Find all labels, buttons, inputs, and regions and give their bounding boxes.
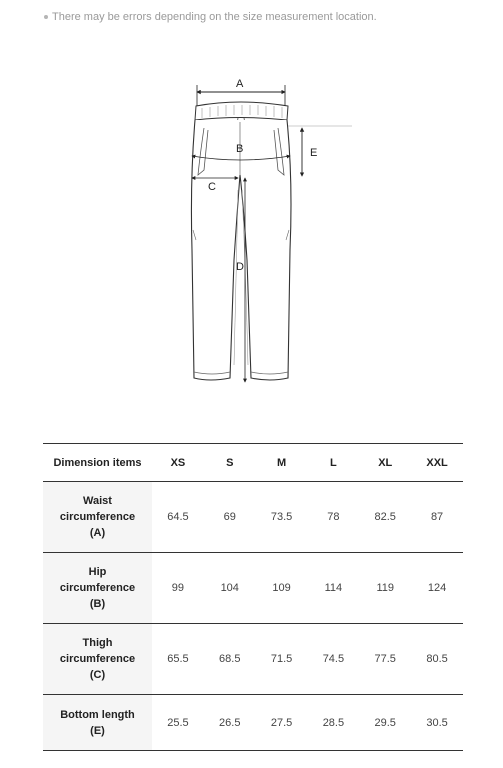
table-cell: 27.5 <box>256 695 308 751</box>
table-cell: 77.5 <box>359 624 411 695</box>
header-size-s: S <box>204 444 256 482</box>
table-cell: 99 <box>152 553 204 624</box>
table-cell: 74.5 <box>307 624 359 695</box>
table-cell: 73.5 <box>256 482 308 553</box>
header-dimension-items: Dimension items <box>43 444 152 482</box>
header-size-l: L <box>307 444 359 482</box>
label-b: B <box>236 143 244 155</box>
label-e: E <box>310 147 318 159</box>
label-c: C <box>208 181 216 193</box>
table-cell: 30.5 <box>411 695 463 751</box>
row-label-waist: Waist circumference (A) <box>43 482 152 553</box>
table-cell: 87 <box>411 482 463 553</box>
table-row <box>43 695 463 751</box>
table-cell: 26.5 <box>204 695 256 751</box>
table-cell: 114 <box>307 553 359 624</box>
table-cell: 109 <box>256 553 308 624</box>
measurement-notice <box>44 11 377 23</box>
table-cell: 69 <box>204 482 256 553</box>
table-cell: 29.5 <box>359 695 411 751</box>
table-cell: 64.5 <box>152 482 204 553</box>
pants-illustration <box>150 60 370 400</box>
header-size-xs: XS <box>152 444 204 482</box>
bullet-icon <box>44 15 48 19</box>
table-row <box>43 624 463 695</box>
header-size-xl: XL <box>359 444 411 482</box>
table-cell: 71.5 <box>256 624 308 695</box>
label-a: A <box>236 78 244 90</box>
table-cell: 65.5 <box>152 624 204 695</box>
table-row <box>43 482 463 553</box>
table-header-row <box>43 444 463 482</box>
table-cell: 119 <box>359 553 411 624</box>
notice-text: There may be errors depending on the size measurement location. <box>52 11 377 23</box>
header-size-m: M <box>256 444 308 482</box>
table-cell: 124 <box>411 553 463 624</box>
table-cell: 104 <box>204 553 256 624</box>
pants-measurement-diagram <box>150 60 370 400</box>
table-cell: 80.5 <box>411 624 463 695</box>
table-cell: 78 <box>307 482 359 553</box>
table-cell: 25.5 <box>152 695 204 751</box>
row-label-bottom-length: Bottom length (E) <box>43 695 152 751</box>
table-cell: 82.5 <box>359 482 411 553</box>
table-row <box>43 553 463 624</box>
label-d: D <box>236 261 244 273</box>
table-cell: 68.5 <box>204 624 256 695</box>
row-label-hip: Hip circumference (B) <box>43 553 152 624</box>
header-size-xxl: XXL <box>411 444 463 482</box>
size-chart-table <box>43 443 463 751</box>
row-label-thigh: Thigh circumference (C) <box>43 624 152 695</box>
table-cell: 28.5 <box>307 695 359 751</box>
